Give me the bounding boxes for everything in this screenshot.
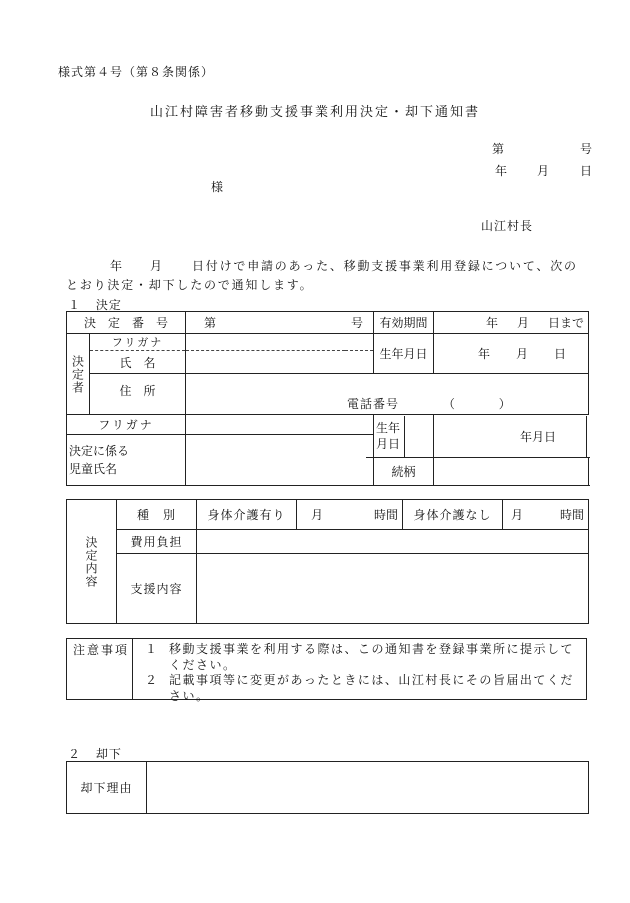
notes-box bbox=[66, 638, 587, 703]
section2-heading bbox=[68, 745, 122, 762]
child-name-label-line2: 児童氏名 bbox=[69, 462, 118, 476]
body-line1: 日付けで申請のあった、移動支援事業利用登録について、次の bbox=[192, 259, 578, 273]
decision-content-label: 決定内容 bbox=[84, 535, 98, 588]
validity-label: 有効期間 bbox=[374, 312, 434, 334]
body-month: 月 bbox=[150, 259, 165, 273]
without-care-month: 月 bbox=[511, 508, 524, 522]
doc-number-prefix: 第 bbox=[492, 142, 505, 156]
address-value bbox=[186, 374, 589, 415]
decision-content-table bbox=[66, 499, 589, 624]
decision-number-cell bbox=[186, 312, 374, 334]
type-row bbox=[67, 500, 589, 530]
with-care-label: 身体介護有り bbox=[197, 500, 297, 530]
furigana-value bbox=[186, 334, 374, 351]
type-label: 種 別 bbox=[117, 500, 197, 530]
notes-label: 注意事項 bbox=[67, 639, 133, 699]
form-number: 様式第４号（第８条関係） bbox=[58, 65, 215, 79]
notes-item-2 bbox=[145, 672, 575, 704]
cost-row bbox=[67, 530, 589, 554]
section2-heading-num: ２ bbox=[68, 747, 81, 761]
child-birth-day: 日 bbox=[544, 429, 557, 444]
section1-heading-label: 決定 bbox=[95, 298, 122, 312]
notes-item-2-num: ２ bbox=[145, 673, 159, 687]
birthdate-cell bbox=[434, 334, 589, 374]
validity-cell bbox=[434, 312, 589, 334]
support-value bbox=[197, 554, 589, 624]
name-value bbox=[186, 351, 374, 374]
section2-heading-label: 却下 bbox=[95, 747, 122, 761]
decision-number-prefix: 第 bbox=[204, 316, 217, 330]
with-care-month: 月 bbox=[311, 508, 324, 522]
child-birth-frame bbox=[366, 416, 587, 458]
notes-item-1 bbox=[145, 641, 575, 673]
date-month-label: 月 bbox=[537, 164, 550, 178]
validity-year: 年 bbox=[486, 316, 499, 330]
notes-item-1-text: 移動支援事業を利用する際は、この通知書を登録事業所に提示してください。 bbox=[169, 642, 575, 672]
issuer: 山江村長 bbox=[481, 219, 534, 233]
section1-heading-num: １ bbox=[68, 298, 81, 312]
body-line2: とおり決定・却下したので通知します。 bbox=[66, 278, 314, 292]
decision-number-suffix: 号 bbox=[351, 316, 364, 330]
child-birth-label-line1: 生年 bbox=[376, 421, 401, 435]
decision-number-label: 決 定 番 号 bbox=[67, 312, 186, 334]
relationship-label: 続柄 bbox=[374, 458, 434, 486]
without-care-label: 身体介護なし bbox=[403, 500, 503, 530]
person-group-label: 決定者 bbox=[70, 354, 85, 394]
notes-item-2-text: 記載事項等に変更があったときには、山江村長にその旨届出てください。 bbox=[169, 673, 574, 703]
with-care-cell bbox=[297, 500, 403, 530]
validity-until: 日まで bbox=[547, 316, 584, 330]
addressee-suffix: 様 bbox=[211, 180, 224, 194]
child-birth-month: 月 bbox=[532, 429, 545, 444]
validity-month: 月 bbox=[517, 316, 530, 330]
relationship-value bbox=[434, 458, 589, 486]
decision-content-label-cell bbox=[67, 500, 117, 624]
phone-open: （ bbox=[442, 397, 455, 411]
person-group-label-cell bbox=[67, 334, 90, 415]
with-care-hours: 時間 bbox=[373, 508, 398, 522]
body-year: 年 bbox=[110, 259, 125, 273]
date-day-label: 日 bbox=[580, 164, 593, 178]
furigana-label: フリガナ bbox=[90, 334, 186, 351]
cost-label: 費用負担 bbox=[117, 530, 197, 554]
child-name-label-line1: 決定に係る bbox=[69, 444, 130, 458]
rejection-reason-label: 却下理由 bbox=[67, 762, 147, 814]
phone-label: 電話番号 bbox=[347, 397, 400, 411]
child-birth-label-line2: 月日 bbox=[376, 437, 401, 451]
decision-table bbox=[66, 311, 589, 486]
phone-close: ） bbox=[498, 397, 511, 411]
date-year-label: 年 bbox=[495, 164, 508, 178]
notes-item-1-num: １ bbox=[145, 642, 159, 656]
decision-number-row bbox=[67, 312, 589, 334]
rejection-row bbox=[67, 762, 589, 814]
birth-year: 年 bbox=[478, 347, 491, 361]
support-row bbox=[67, 554, 589, 624]
without-care-hours: 時間 bbox=[559, 508, 584, 522]
child-birth-year: 年 bbox=[520, 429, 533, 444]
child-name-label-cell bbox=[67, 435, 186, 486]
doc-number-suffix: 号 bbox=[580, 142, 593, 156]
cost-value bbox=[197, 530, 589, 554]
rejection-reason-value bbox=[147, 762, 589, 814]
child-birth-divider bbox=[404, 416, 405, 458]
page-title: 山江村障害者移動支援事業利用決定・却下通知書 bbox=[149, 105, 480, 120]
child-name-value bbox=[186, 435, 374, 486]
rejection-table bbox=[66, 761, 589, 814]
address-row bbox=[67, 374, 589, 415]
child-furigana-value bbox=[186, 415, 374, 435]
name-label: 氏 名 bbox=[90, 351, 186, 374]
child-furigana-label: フリガナ bbox=[67, 415, 186, 435]
birthdate-label: 生年月日 bbox=[374, 334, 434, 374]
birth-month: 月 bbox=[516, 347, 529, 361]
without-care-cell bbox=[503, 500, 589, 530]
support-label: 支援内容 bbox=[117, 554, 197, 624]
furigana-row bbox=[67, 334, 589, 351]
birth-day: 日 bbox=[553, 347, 566, 361]
address-label: 住 所 bbox=[90, 374, 186, 415]
